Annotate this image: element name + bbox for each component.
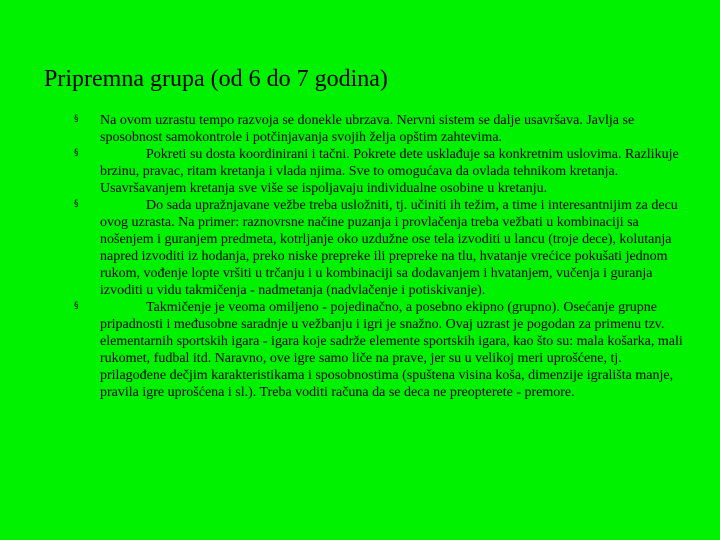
bullet-list xyxy=(74,112,688,401)
bullet-item xyxy=(74,146,688,197)
section-bullet-icon: § xyxy=(74,114,79,124)
bullet-text: Do sada upražnjavane vežbe treba usložniti, tj. učiniti ih težim, a time i interesantnijim za decu ovog uzrasta. Na primer: raznovrsne načine puzanja i provlačenja treba vežbati u kombinaciji sa nošenjem i guranjem predmeta, kotrljanje oko uzdužne ose tela izvoditi u lancu (troje dece), kolutanja napred izvoditi iz hodanja, preko niske prepreke ili prepreke na tlu, hvatanje vrećice pokušati jednom rukom, vođenje lopte vršiti u trčanju i u kombinaciji sa dodavanjem i hvatanjem, vučenja i guranja izvoditi u vidu takmičenja - nadmetanja (nadvlačenje i potiskivanje). xyxy=(100,198,678,298)
bullet-item xyxy=(74,299,688,401)
section-bullet-icon: § xyxy=(74,148,79,158)
bullet-item xyxy=(74,197,688,299)
bullet-text: Takmičenje je veoma omiljeno - pojedinačno, a posebno ekipno (grupno). Osećanje grupne pripadnosti i međusobne saradnje u vežbanju i igri je snažno. Ovaj uzrast je pogodan za primenu tzv. elementarnih sportskih igara - igara koje sadrže elemente sportskih igara, kao što su: mala košarka, mali rukomet, fudbal itd. Naravno, ove igre samo liče na prave, jer su u velikoj meri uprošćene, tj. prilagođene dečjim karakteristikama i sposobnostima (spuštena visina koša, dimenzije igrališta manje, pravila igre uprošćena i sl.). Treba voditi računa da se deca ne preopterete - premore. xyxy=(100,300,683,400)
bullet-text: Pokreti su dosta koordinirani i tačni. Pokrete dete usklađuje sa konkretnim uslovima. Razlikuje brzinu, pravac, ritam kretanja i vlada njima. Sve to omogućava da ovlada tehnikom kretanja. Usavršavanjem kretanja sve više se ispoljavaju individualne osobine u kretanju. xyxy=(100,147,679,196)
bullet-item xyxy=(74,112,688,146)
bullet-text: Na ovom uzrastu tempo razvoja se donekle ubrzava. Nervni sistem se dalje usavršava. Javlja se sposobnost samokontrole i potčinjavanja svojih želja opštim zahtevima. xyxy=(100,113,635,145)
section-bullet-icon: § xyxy=(74,301,79,311)
slide-title: Pripremna grupa (od 6 do 7 godina) xyxy=(44,66,388,92)
section-bullet-icon: § xyxy=(74,199,79,209)
